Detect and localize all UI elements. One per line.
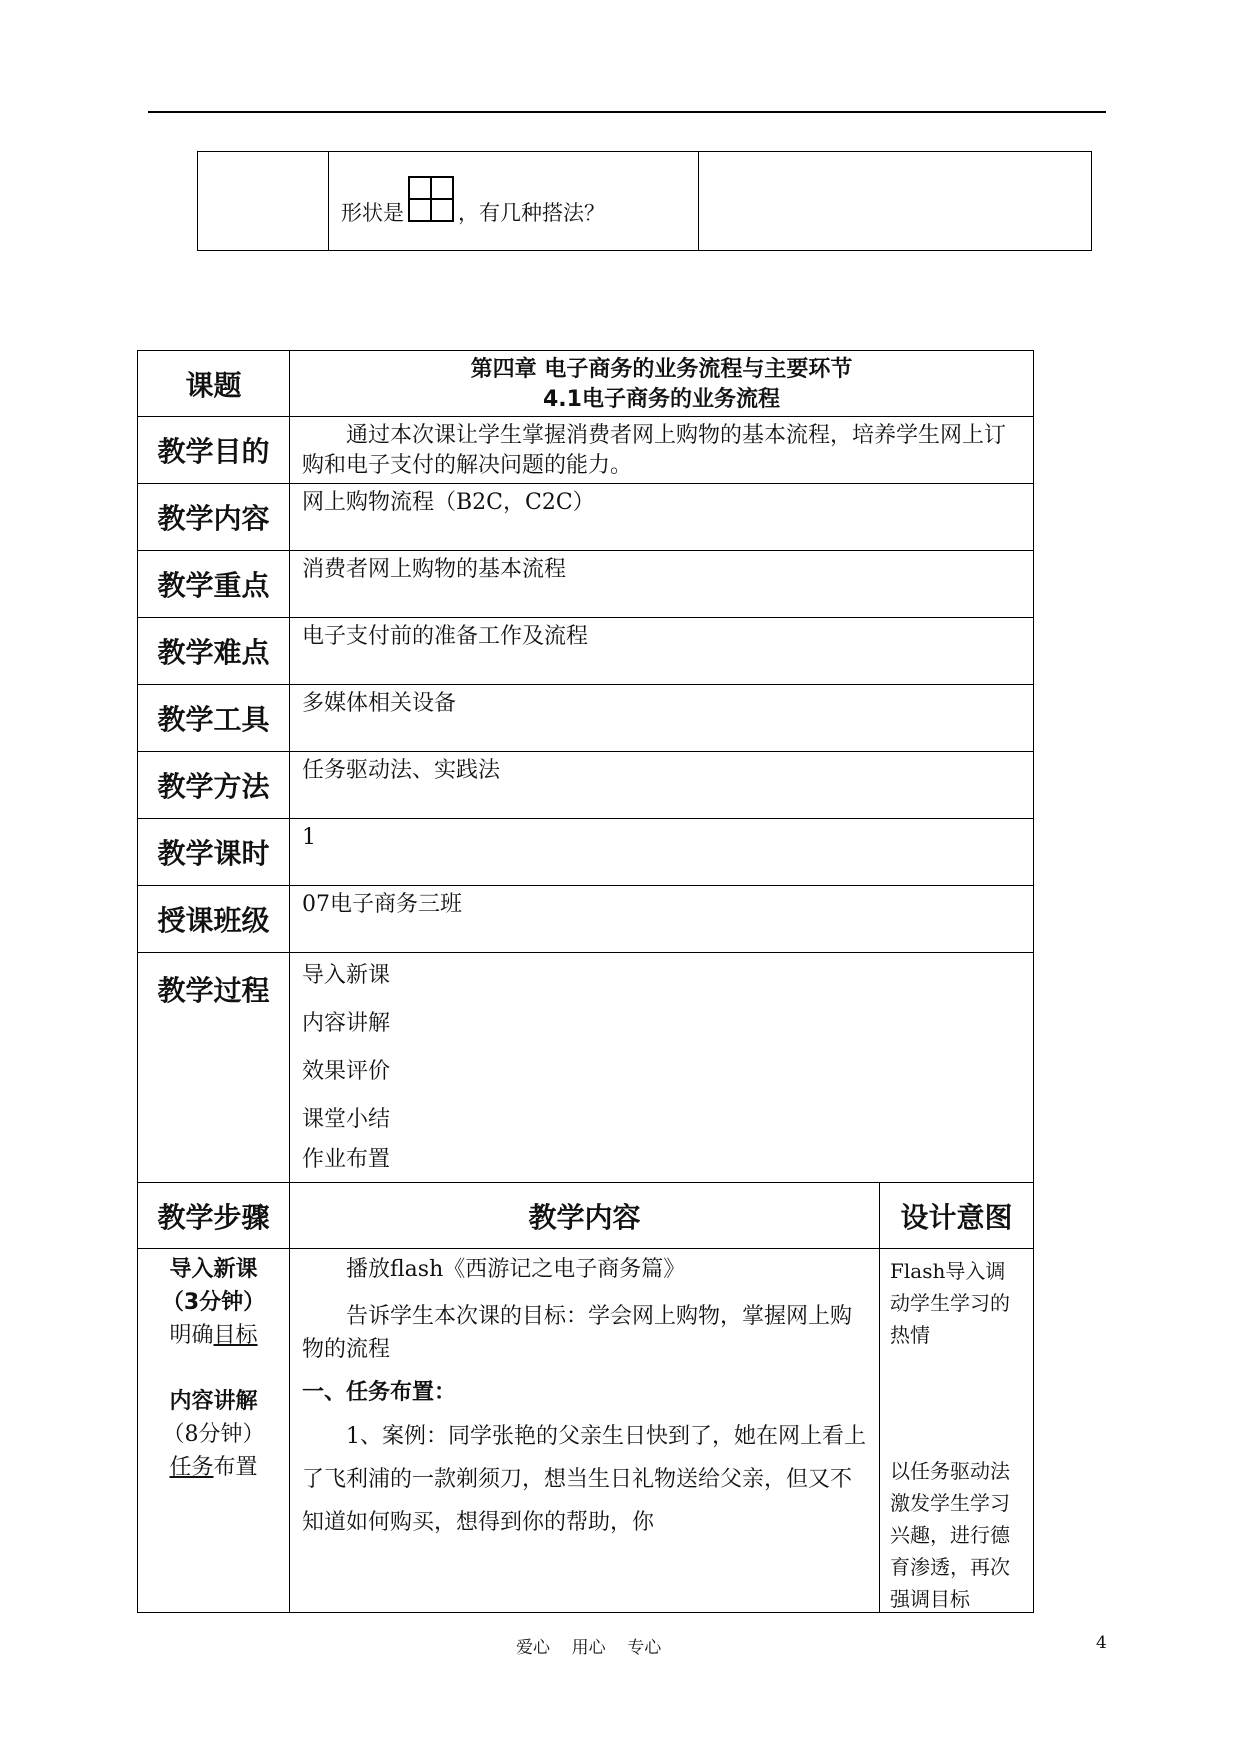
chapter-title: 第四章 电子商务的业务流程与主要环节	[470, 357, 853, 382]
row-process	[138, 953, 1033, 1183]
fragment-cell-empty-right	[699, 152, 1091, 250]
row-label: 课题	[138, 351, 290, 416]
row-objective	[138, 417, 1033, 484]
section-title: 4.1电子商务的业务流程	[543, 387, 780, 412]
step-title: 导入新课	[169, 1257, 258, 1282]
fragment-table	[197, 151, 1092, 251]
steps-header	[138, 1183, 1033, 1249]
intent-note: Flash导入调动学生学习的热情	[890, 1259, 1010, 1347]
row-value: 任务驱动法、实践法	[302, 758, 501, 783]
header-content: 教学内容	[290, 1183, 880, 1248]
content-paragraph: 告诉学生本次课的目标：学会网上购物，掌握网上购物的流程	[302, 1304, 853, 1362]
row-hours	[138, 819, 1033, 886]
row-label: 教学工具	[138, 685, 290, 751]
content-column	[290, 1249, 880, 1612]
fragment-cell-question	[329, 152, 699, 250]
question-suffix: ，有几种搭法？	[458, 201, 605, 225]
step-time: （3分钟）	[161, 1290, 266, 1315]
row-difficulty	[138, 618, 1033, 685]
row-class	[138, 886, 1033, 953]
intent-note: 以任务驱动法激发学生学习兴趣，进行德育渗透，再次强调目标	[890, 1459, 1010, 1611]
row-value: 消费者网上购物的基本流程	[302, 557, 567, 582]
content-paragraph: 1、案例：同学张艳的父亲生日快到了，她在网上看上了飞利浦的一款剃须刀，想当生日礼物送给父亲，但又不知道如何购买，想得到你的帮助，你	[302, 1424, 866, 1535]
process-list	[290, 953, 1033, 1182]
step-time: （8分钟）	[162, 1422, 265, 1447]
row-value: 1	[302, 825, 316, 850]
row-tools	[138, 685, 1033, 752]
process-item: 效果评价	[302, 1059, 391, 1084]
row-label: 教学方法	[138, 752, 290, 818]
row-label: 教学重点	[138, 551, 290, 617]
row-value: 多媒体相关设备	[302, 691, 457, 716]
row-key-point	[138, 551, 1033, 618]
row-label: 教学内容	[138, 484, 290, 550]
row-content	[138, 484, 1033, 551]
steps-column	[138, 1249, 290, 1612]
four-square-grid-icon	[408, 176, 454, 222]
step-title: 内容讲解	[169, 1389, 258, 1414]
step-sub: 明确目标	[169, 1323, 258, 1348]
topic-value	[290, 351, 1033, 416]
row-value: 网上购物流程（B2C，C2C）	[302, 490, 595, 515]
row-label: 教学过程	[138, 953, 290, 1182]
fragment-cell-empty	[198, 152, 329, 250]
header-rule	[148, 111, 1106, 113]
intent-column	[880, 1249, 1033, 1612]
process-item: 导入新课	[302, 963, 391, 988]
row-value: 电子支付前的准备工作及流程	[302, 624, 589, 649]
row-value: 07电子商务三班	[302, 892, 462, 917]
row-label: 授课班级	[138, 886, 290, 952]
steps-body	[138, 1249, 1033, 1612]
section-heading: 一、任务布置：	[302, 1380, 457, 1405]
row-value: 通过本次课让学生掌握消费者网上购物的基本流程，培养学生网上订购和电子支付的解决问题的能力。	[302, 423, 1007, 478]
row-topic	[138, 351, 1033, 417]
header-steps: 教学步骤	[138, 1183, 290, 1248]
content-paragraph: 播放flash《西游记之电子商务篇》	[346, 1257, 686, 1282]
shape-question	[341, 176, 605, 228]
question-prefix: 形状是	[341, 201, 404, 225]
row-label: 教学目的	[138, 417, 290, 483]
process-item: 课堂小结	[302, 1107, 391, 1132]
lesson-plan-table	[137, 350, 1034, 1613]
row-label: 教学难点	[138, 618, 290, 684]
page-number: 4	[1096, 1633, 1107, 1653]
step-sub: 任务布置	[169, 1455, 258, 1480]
footer-motto: 爱心 用心 专心	[516, 1638, 662, 1658]
row-label: 教学课时	[138, 819, 290, 885]
process-item: 内容讲解	[302, 1011, 391, 1036]
process-item: 作业布置	[302, 1147, 391, 1172]
row-method	[138, 752, 1033, 819]
header-intent: 设计意图	[900, 1200, 1013, 1234]
